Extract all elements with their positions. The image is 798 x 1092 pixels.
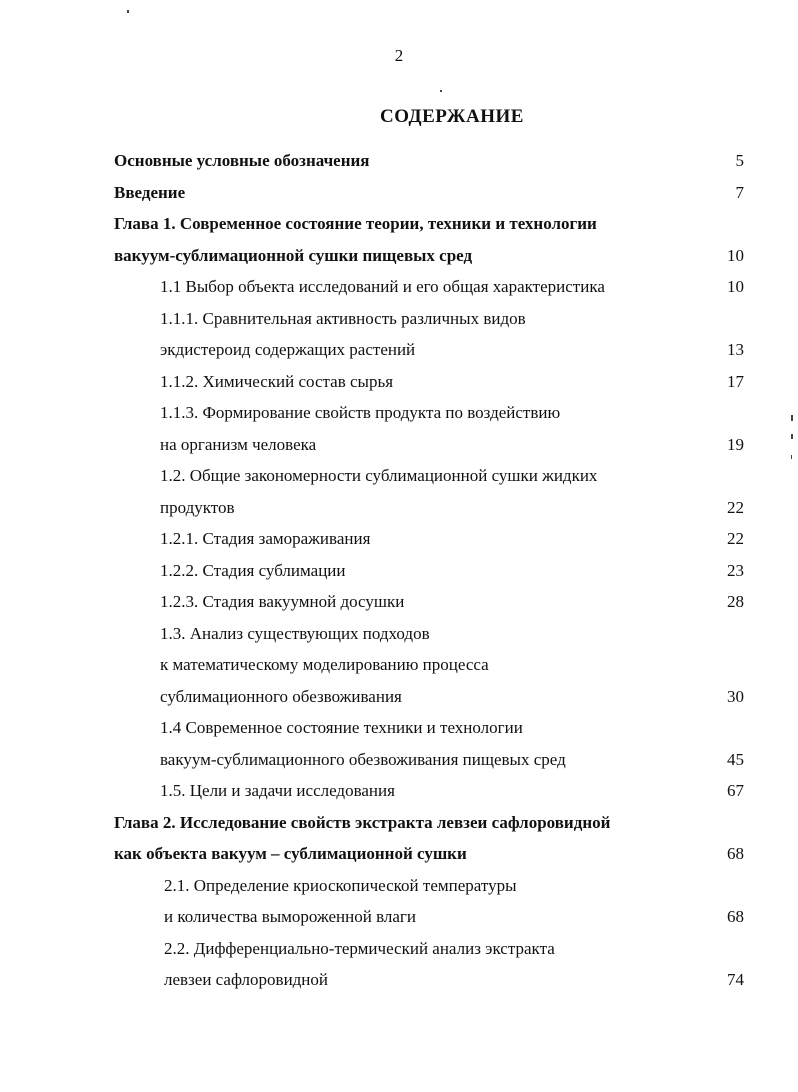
toc-entry bbox=[0, 744, 798, 776]
toc-entry-page: 67 bbox=[727, 781, 744, 800]
toc-entry bbox=[0, 870, 798, 902]
toc-entry-page: 17 bbox=[727, 371, 744, 391]
toc-entry bbox=[0, 712, 798, 744]
toc-entry-text: Глава 1. Современное состояние теории, техники и технологии bbox=[114, 214, 597, 233]
toc-entry bbox=[0, 366, 798, 398]
toc-entry bbox=[0, 397, 798, 429]
toc-entry-text: вакуум-сублимационного обезвоживания пищевых сред bbox=[160, 749, 566, 769]
toc-entry-text: сублимационного обезвоживания bbox=[160, 686, 402, 706]
toc-entry-page: 30 bbox=[727, 686, 744, 706]
toc-entry-page: 22 bbox=[727, 529, 744, 548]
toc-entry-text: и количества вымороженной влаги bbox=[164, 907, 416, 926]
scan-speck bbox=[791, 415, 793, 421]
scan-speck bbox=[440, 90, 442, 92]
toc-entry bbox=[0, 303, 798, 335]
toc-entry bbox=[0, 775, 798, 807]
toc-entry-text: 1.4 Современное состояние техники и технологии bbox=[160, 718, 523, 737]
toc-entry-text: Основные условные обозначения bbox=[114, 151, 370, 170]
toc-entry bbox=[0, 177, 798, 209]
toc-entry bbox=[0, 429, 798, 461]
toc-entry-text: 1.3. Анализ существующих подходов bbox=[160, 623, 430, 643]
toc-entry bbox=[0, 208, 798, 240]
toc-entry-text: 1.2.1. Стадия замораживания bbox=[160, 529, 371, 548]
toc-entry-text: к математическому моделированию процесса bbox=[160, 655, 489, 674]
toc-entry bbox=[0, 492, 798, 524]
toc-entry-text: 2.1. Определение криоскопической температуры bbox=[164, 875, 517, 895]
page-title: СОДЕРЖАНИЕ bbox=[380, 106, 524, 127]
table-of-contents bbox=[0, 145, 798, 996]
toc-entry-text: 1.1 Выбор объекта исследований и его общая характеристика bbox=[160, 277, 605, 296]
toc-entry bbox=[0, 649, 798, 681]
toc-entry-text: 2.2. Дифференциально-термический анализ экстракта bbox=[164, 938, 555, 958]
toc-entry-text: Глава 2. Исследование свойств экстракта левзеи сафлоровидной bbox=[114, 812, 611, 832]
toc-entry bbox=[0, 240, 798, 272]
toc-entry-text: на организм человека bbox=[160, 434, 317, 454]
scan-speck bbox=[791, 434, 793, 439]
toc-entry-text: Введение bbox=[114, 182, 186, 202]
toc-entry bbox=[0, 681, 798, 713]
toc-entry bbox=[0, 807, 798, 839]
toc-entry-text: 1.1.1. Сравнительная активность различных видов bbox=[160, 308, 526, 328]
toc-entry-page: 13 bbox=[727, 340, 744, 359]
toc-entry bbox=[0, 555, 798, 587]
toc-entry bbox=[0, 933, 798, 965]
toc-entry bbox=[0, 901, 798, 933]
toc-entry-text: экдистероид содержащих растений bbox=[160, 340, 416, 359]
toc-entry-page: 10 bbox=[727, 245, 744, 265]
toc-entry bbox=[0, 271, 798, 303]
toc-entry-page: 10 bbox=[727, 277, 744, 296]
toc-entry bbox=[0, 618, 798, 650]
toc-entry-text: левзеи сафлоровидной bbox=[164, 970, 329, 989]
toc-entry-text: 1.2.2. Стадия сублимации bbox=[160, 560, 346, 580]
toc-entry bbox=[0, 964, 798, 996]
toc-entry-text: как объекта вакуум – сублимационной сушки bbox=[114, 844, 467, 863]
toc-entry bbox=[0, 460, 798, 492]
toc-entry-page: 28 bbox=[727, 592, 744, 611]
toc-entry-text: 1.2.3. Стадия вакуумной досушки bbox=[160, 592, 405, 611]
scan-speck bbox=[791, 455, 792, 459]
toc-entry-page: 23 bbox=[727, 560, 744, 580]
toc-entry-page: 74 bbox=[727, 970, 744, 989]
toc-entry-text: 1.1.2. Химический состав сырья bbox=[160, 371, 394, 391]
toc-entry-page: 45 bbox=[727, 749, 744, 769]
toc-entry-text: 1.5. Цели и задачи исследования bbox=[160, 781, 395, 800]
toc-entry-text: 1.2. Общие закономерности сублимационной сушки жидких bbox=[160, 466, 598, 485]
toc-entry bbox=[0, 523, 798, 555]
toc-entry bbox=[0, 145, 798, 177]
toc-entry-page: 7 bbox=[735, 182, 744, 202]
toc-entry-page: 68 bbox=[727, 907, 744, 926]
toc-entry bbox=[0, 838, 798, 870]
toc-entry-page: 19 bbox=[727, 434, 744, 454]
toc-entry-page: 5 bbox=[735, 151, 744, 170]
toc-entry-page: 68 bbox=[727, 844, 744, 863]
toc-entry bbox=[0, 334, 798, 366]
toc-entry-text: продуктов bbox=[160, 497, 235, 517]
toc-entry-page: 22 bbox=[727, 497, 744, 517]
page-number: 2 bbox=[394, 46, 404, 65]
toc-entry bbox=[0, 586, 798, 618]
scan-speck bbox=[127, 10, 129, 13]
toc-entry-text: 1.1.3. Формирование свойств продукта по воздействию bbox=[160, 403, 561, 422]
toc-entry-text: вакуум-сублимационной сушки пищевых сред bbox=[114, 245, 473, 265]
